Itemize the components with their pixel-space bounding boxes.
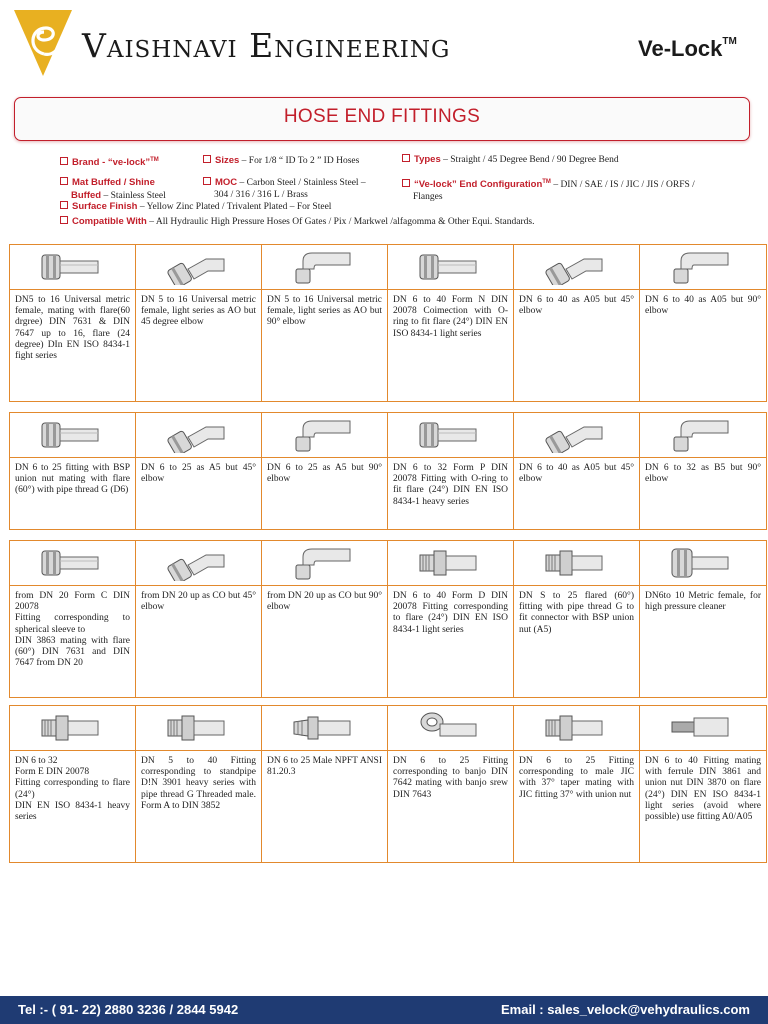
male-thread-fitting-icon	[418, 545, 478, 581]
straight-nut-fitting-icon	[418, 249, 478, 285]
bullet-icon	[60, 216, 68, 224]
fitting-image	[10, 413, 135, 458]
fitting-description: DN 5 to 40 Fitting corresponding to standpipe D!N 3901 heavy series with pipe thread G Threaded male. Form A to DIN 3852	[141, 756, 256, 811]
bullet-icon	[203, 155, 211, 163]
fitting-description: DN 6 to 25 fitting with BSP union nut mating with flare (60°) with pipe thread G (D6)	[15, 463, 130, 496]
fittings-grid-row	[9, 244, 767, 402]
fitting-image	[10, 706, 135, 751]
fitting-cell	[388, 706, 514, 862]
fitting-cell	[262, 706, 388, 862]
fitting-image	[640, 541, 766, 586]
45-elbow-fitting-icon	[544, 249, 604, 285]
fitting-description: DN 6 to 40 as A05 but 90° elbow	[645, 295, 761, 317]
fitting-image	[262, 706, 387, 751]
ve-logo-icon	[14, 10, 72, 76]
bullet-icon	[60, 157, 68, 165]
fitting-cell	[640, 413, 766, 529]
45-elbow-fitting-icon	[166, 417, 226, 453]
fitting-cell	[10, 706, 136, 862]
fitting-cell	[136, 706, 262, 862]
fitting-description: DN5 to 16 Universal metric female, mating with flare(60 drgree) DIN 7631 & DIN 7647 up to 16, flare (24 degree) DIn EN ISO 8434-1 fight series	[15, 295, 130, 362]
fitting-description: DN 5 to 16 Universal metric female, light series as AO but 90° elbow	[267, 295, 382, 328]
fitting-image	[136, 541, 261, 586]
fitting-cell	[136, 413, 262, 529]
fittings-grid-row	[9, 540, 767, 698]
title-box	[14, 97, 750, 141]
fitting-cell	[640, 541, 766, 697]
fitting-cell	[262, 541, 388, 697]
fitting-image	[388, 541, 513, 586]
spec-moc: MOC – Carbon Steel / Stainless Steel – 304 / 316 / 316 L / Brass	[203, 177, 366, 201]
brand-logo-text: Ve-Lock™	[638, 35, 737, 61]
fitting-cell	[514, 706, 640, 862]
fitting-description: DN 6 to 25 as A5 but 45° elbow	[141, 463, 256, 485]
fitting-description: DN 6 to 40 Form N DIN 20078 Coimection with O-ring to fit flare (24°) DIN EN ISO 8434-1 light series	[393, 295, 508, 339]
spec-sizes: Sizes – For 1/8 “ ID To 2 ” ID Hoses	[203, 155, 359, 168]
fitting-image	[640, 245, 766, 290]
spec-compatible: Compatible With – All Hydraulic High Pressure Hoses Of Gates / Pix / Markwel /alfagomma & Other Equi. Standards.	[60, 216, 534, 229]
male-thread-fitting-icon	[544, 710, 604, 746]
bullet-icon	[60, 177, 68, 185]
fitting-cell	[514, 541, 640, 697]
fitting-image	[10, 541, 135, 586]
spec-surface-finish: Surface Finish – Yellow Zinc Plated / Trivalent Plated – For Steel	[60, 201, 331, 214]
fitting-description: DN 6 to 40 as A05 but 45° elbow	[519, 295, 634, 317]
fitting-image	[262, 245, 387, 290]
fitting-cell	[262, 245, 388, 401]
male-thread-fitting-icon	[166, 710, 226, 746]
fitting-cell	[388, 541, 514, 697]
spec-brand: Brand - “ve-lock”™	[60, 155, 159, 170]
pipe-fitting-icon	[670, 710, 730, 746]
fitting-image	[262, 541, 387, 586]
npt-fitting-icon	[292, 710, 352, 746]
fitting-description: DN 6 to 32 Form P DIN 20078 Fitting with O-ring to fit flare (24°) DIN EN ISO 8434-1 heavy series	[393, 463, 508, 507]
page-title: HOSE END FITTINGS	[283, 106, 481, 127]
fitting-cell	[136, 245, 262, 401]
bullet-icon	[203, 177, 211, 185]
45-elbow-fitting-icon	[544, 417, 604, 453]
90-elbow-fitting-icon	[292, 417, 352, 453]
fitting-description: DN 6 to 32 as B5 but 90° elbow	[645, 463, 761, 485]
banjo-fitting-icon	[418, 710, 478, 746]
male-thread-fitting-icon	[544, 545, 604, 581]
footer-bar	[0, 996, 768, 1024]
header	[0, 0, 768, 86]
company-name: Vaishnavi Engineering	[82, 26, 451, 65]
fitting-image	[640, 413, 766, 458]
spec-end-configuration: “Ve-lock” End Configuration™ – DIN / SAE / IS / JIC / JIS / ORFS / Flanges	[402, 177, 695, 203]
male-thread-fitting-icon	[40, 710, 100, 746]
fitting-cell	[10, 541, 136, 697]
fitting-image	[514, 706, 639, 751]
fitting-cell	[640, 245, 766, 401]
fitting-description: DN 6 to 25 as A5 but 90° elbow	[267, 463, 382, 485]
fitting-cell	[388, 413, 514, 529]
fitting-cell	[10, 413, 136, 529]
90-elbow-fitting-icon	[292, 249, 352, 285]
bullet-icon	[402, 154, 410, 162]
fitting-description: DN 6 to 32 Form E DIN 20078 Fitting corresponding to flare (24°) DIN EN ISO 8434-1 heavy series	[15, 756, 130, 823]
fitting-description: DN 6 to 25 Male NPFT ANSI 81.20.3	[267, 756, 382, 778]
fitting-description: DN6to 10 Metric female, for high pressure cleaner	[645, 591, 761, 613]
footer-phone: Tel :- ( 91- 22) 2880 3236 / 2844 5942	[18, 1002, 239, 1017]
fitting-description: DN 6 to 25 Fitting corresponding to male JIC with 37° taper mating with JIC fitting 37° with union nut	[519, 756, 634, 800]
fittings-grid-row	[9, 705, 767, 863]
fitting-image	[136, 706, 261, 751]
straight-nut-fitting-icon	[40, 249, 100, 285]
footer-email: Email : sales_velock@vehydraulics.com	[501, 1002, 750, 1017]
fitting-description: from DN 20 up as CO but 45° elbow	[141, 591, 256, 613]
fitting-image	[388, 706, 513, 751]
90-elbow-fitting-icon	[292, 545, 352, 581]
straight-nut-fitting-icon	[418, 417, 478, 453]
fitting-cell	[10, 245, 136, 401]
fitting-description: DN 5 to 16 Universal metric female, light series as AO but 45 degree elbow	[141, 295, 256, 328]
straight-nut-fitting-icon	[40, 417, 100, 453]
45-elbow-fitting-icon	[166, 249, 226, 285]
90-elbow-fitting-icon	[670, 249, 730, 285]
fitting-image	[136, 413, 261, 458]
45-elbow-fitting-icon	[166, 545, 226, 581]
fitting-cell	[514, 413, 640, 529]
fitting-description: DN 6 to 40 as A05 but 45° elbow	[519, 463, 634, 485]
fitting-image	[262, 413, 387, 458]
bullet-icon	[60, 201, 68, 209]
fitting-image	[514, 245, 639, 290]
straight-nut-fitting-icon	[40, 545, 100, 581]
fitting-image	[640, 706, 766, 751]
fitting-image	[388, 413, 513, 458]
bullet-icon	[402, 179, 410, 187]
90-elbow-fitting-icon	[670, 417, 730, 453]
fitting-description: from DN 20 Form C DIN 20078 Fitting corresponding to spherical sleeve to DIN 3863 mating with flare (60°) DIN 7631 and DIN 7647 from DN 20	[15, 591, 130, 669]
fitting-cell	[388, 245, 514, 401]
fitting-cell	[640, 706, 766, 862]
fitting-image	[136, 245, 261, 290]
fitting-cell	[262, 413, 388, 529]
fitting-description: from DN 20 up as CO but 90° elbow	[267, 591, 382, 613]
fitting-cell	[514, 245, 640, 401]
fitting-description: DN 6 to 25 Fitting corresponding to banjo DIN 7642 mating with banjo srew DIN 7643	[393, 756, 508, 800]
fitting-description: DN S to 25 flared (60°) fitting with pipe thread G to fit connector with BSP union nut (A5)	[519, 591, 634, 635]
fitting-description: DN 6 to 40 Fitting mating with ferrule DIN 3861 and union nut DIN 3870 on flare (24°) DIN EN ISO 8434-1 light series (avoid where possible) use fitting A0/A05	[645, 756, 761, 823]
cleaner-fitting-icon	[670, 545, 730, 581]
spec-finish: Mat Buffed / Shine Buffed – Stainless Steel	[60, 177, 166, 202]
fitting-image	[388, 245, 513, 290]
fittings-grid-row	[9, 412, 767, 530]
fitting-image	[514, 541, 639, 586]
fitting-image	[514, 413, 639, 458]
fitting-cell	[136, 541, 262, 697]
fitting-description: DN 6 to 40 Form D DIN 20078 Fitting corresponding to flare (24°) DIN EN ISO 8434-1 light series	[393, 591, 508, 635]
spec-types: Types – Straight / 45 Degree Bend / 90 Degree Bend	[402, 154, 619, 167]
fitting-image	[10, 245, 135, 290]
